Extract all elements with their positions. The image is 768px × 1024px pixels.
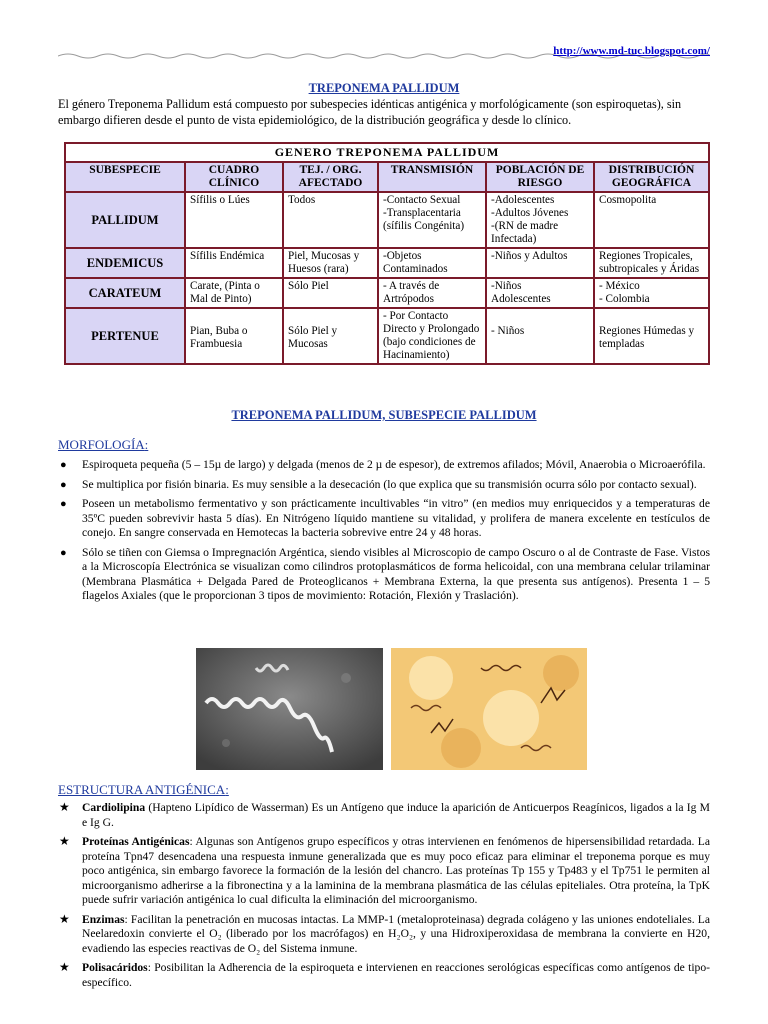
table-row bbox=[65, 192, 709, 248]
table-cell: Piel, Mucosas y Huesos (rara) bbox=[283, 248, 378, 278]
table-cell: Todos bbox=[283, 192, 378, 248]
table-cell: Regiones Tropicales, subtropicales y Áridas bbox=[594, 248, 709, 278]
table-cell: Sífilis o Lúes bbox=[185, 192, 283, 248]
column-header: DISTRIBUCIÓN GEOGRÁFICA bbox=[594, 162, 709, 192]
silver-stain-microscopy-image bbox=[391, 648, 587, 770]
table-row bbox=[65, 308, 709, 364]
list-item: ★ Polisacáridos: Posibilitan la Adherencia de la espiroqueta e intervienen en reacciones serológicas específicas como antígenos de tipo-específico. bbox=[59, 960, 710, 989]
table-cell: -Objetos Contaminados bbox=[378, 248, 486, 278]
subspecies-name: PALLIDUM bbox=[65, 192, 185, 248]
table-cell: - Niños bbox=[486, 308, 594, 364]
table-cell: -Contacto Sexual -Transplacentaria (sífilis Congénita) bbox=[378, 192, 486, 248]
table-cell: Sólo Piel bbox=[283, 278, 378, 308]
table-cell: - México - Colombia bbox=[594, 278, 709, 308]
table-header-row bbox=[65, 162, 709, 192]
list-item: ● Poseen un metabolismo fermentativo y son prácticamente incultivables “in vitro” (en medios muy enriquecidos y a temperaturas de 35ºC pueden sobrevivir hasta 5 días). En Nitrógeno líquido mantiene su vitalidad, y prolifera de manera excelente en testículos de conejo. En sangre conservada en Hemotecas la bacteria sobrevive entre 24 y 48 horas. bbox=[60, 497, 710, 539]
subspecies-name: ENDEMICUS bbox=[65, 248, 185, 278]
table-cell: - A través de Artrópodos bbox=[378, 278, 486, 308]
table-cell: Pian, Buba o Frambuesia bbox=[185, 308, 283, 364]
table-cell: Regiones Húmedas y templadas bbox=[594, 308, 709, 364]
morfologia-heading: MORFOLOGÍA: bbox=[58, 437, 149, 452]
column-header: SUBESPECIE bbox=[65, 162, 185, 192]
table-cell: Sólo Piel y Mucosas bbox=[283, 308, 378, 364]
star-icon: ★ bbox=[59, 911, 70, 926]
table-cell: Cosmopolita bbox=[594, 192, 709, 248]
subspecies-name: CARATEUM bbox=[65, 278, 185, 308]
star-icon: ★ bbox=[59, 960, 70, 974]
table-cell: -Adolescentes -Adultos Jóvenes -(RN de madre Infectada) bbox=[486, 192, 594, 248]
star-icon: ★ bbox=[59, 800, 70, 814]
table-caption: GENERO TREPONEMA PALLIDUM bbox=[65, 143, 709, 162]
electron-micrograph-image bbox=[196, 648, 383, 770]
bullet-dot-icon: ● bbox=[60, 546, 67, 559]
estructura-heading: ESTRUCTURA ANTIGÉNICA: bbox=[58, 782, 229, 797]
star-icon: ★ bbox=[59, 834, 70, 848]
table-row bbox=[65, 248, 709, 278]
list-item: ★ Enzimas: Facilitan la penetración en mucosas intactas. La MMP-1 (metaloproteinasa) degrada colágeno y las uniones endoteliales. La Neelaredoxin convierte el O₂ (liberado por los macrófagos) en H₂O₂, y una Hidroxiperoxidasa de membrana la convierte en H20, evadiendo las especies reactivas de O₂ del Sistema inmune. bbox=[59, 911, 710, 955]
list-item: ★ Cardiolipina (Hapteno Lipídico de Wasserman) Es un Antígeno que induce la aparición de Anticuerpos Reagínicos, ligados a la Ig M e Ig G. bbox=[59, 800, 710, 829]
table-cell: -Niños y Adultos bbox=[486, 248, 594, 278]
column-header: CUADRO CLÍNICO bbox=[185, 162, 283, 192]
column-header: TEJ. / ORG. AFECTADO bbox=[283, 162, 378, 192]
estructura-list bbox=[58, 801, 710, 995]
morfologia-list bbox=[58, 458, 710, 609]
column-header: TRANSMISIÓN bbox=[378, 162, 486, 192]
list-item: ● Espiroqueta pequeña (5 – 15µ de largo) y delgada (menos de 2 µ de espesor), de extremos afilados; Móvil, Anaerobia o Microaerófila. bbox=[60, 458, 706, 471]
genus-table bbox=[64, 142, 710, 365]
bullet-dot-icon: ● bbox=[60, 459, 67, 471]
blog-link[interactable]: http://www.md-tuc.blogspot.com/ bbox=[553, 45, 710, 57]
section-title: TREPONEMA PALLIDUM, SUBESPECIE PALLIDUM bbox=[231, 408, 537, 422]
intro-paragraph: El género Treponema Pallidum está compuesto por subespecies idénticas antigénica y morfológicamente (son espiroquetas), sin embargo difieren desde el punto de vista epidemiológico, de la distribución geográfica y desde lo clínico. bbox=[58, 97, 682, 127]
table-cell: -Niños Adolescentes bbox=[486, 278, 594, 308]
table-cell: Carate, (Pinta o Mal de Pinto) bbox=[185, 278, 283, 308]
list-item: ● Sólo se tiñen con Giemsa o Impregnación Argéntica, siendo visibles al Microscopio de campo Oscuro o al de Contraste de Fase. Vistos a la Microscopía Electrónica se visualizan como cilindros protoplasmáticos de forma helicoidal, con una membrana celular trilaminar (Membrana Plasmática + Delgada Pared de Proteoglicanos + Membrana Externa, la que presenta sus antígenos). Presenta 1 – 5 flagelos Axiales (que le proporcionan 3 tipos de movimiento: Rotación, Flexión y Traslación). bbox=[60, 545, 710, 602]
bullet-dot-icon: ● bbox=[60, 478, 67, 491]
list-item: ● Se multiplica por fisión binaria. Es muy sensible a la desecación (lo que explica que su transmisión ocurra sólo por contacto sexual). bbox=[60, 477, 697, 491]
table-cell: Sífilis Endémica bbox=[185, 248, 283, 278]
document-title: TREPONEMA PALLIDUM bbox=[308, 81, 460, 95]
subspecies-name: PERTENUE bbox=[65, 308, 185, 364]
column-header: POBLACIÓN DE RIESGO bbox=[486, 162, 594, 192]
table-cell: - Por Contacto Directo y Prolongado (bajo condiciones de Hacinamiento) bbox=[378, 308, 486, 364]
list-item: ★ Proteínas Antigénicas: Algunas son Antígenos grupo específicos y otras intervienen en fenómenos de hipersensibilidad retardada. La proteína Tpn47 desencadena una respuesta inmune generalizada que es muy poco eficaz para eliminar el treponema porque es muy poco antigénica, sin embargo favorece la formación de la lesión del chancro. Las proteínas Tp 155 y Tp483 y el Tp751 le permiten al microorganismo adherirse a la fibronectina y a la laminina de la membrana plasmática de las células epiteliales. Otra proteína, la TpK puede sufrir variación antigénica lo cual dificulta la eliminación del microorganismo. bbox=[59, 834, 710, 906]
table-row bbox=[65, 278, 709, 308]
bullet-dot-icon: ● bbox=[60, 498, 67, 510]
